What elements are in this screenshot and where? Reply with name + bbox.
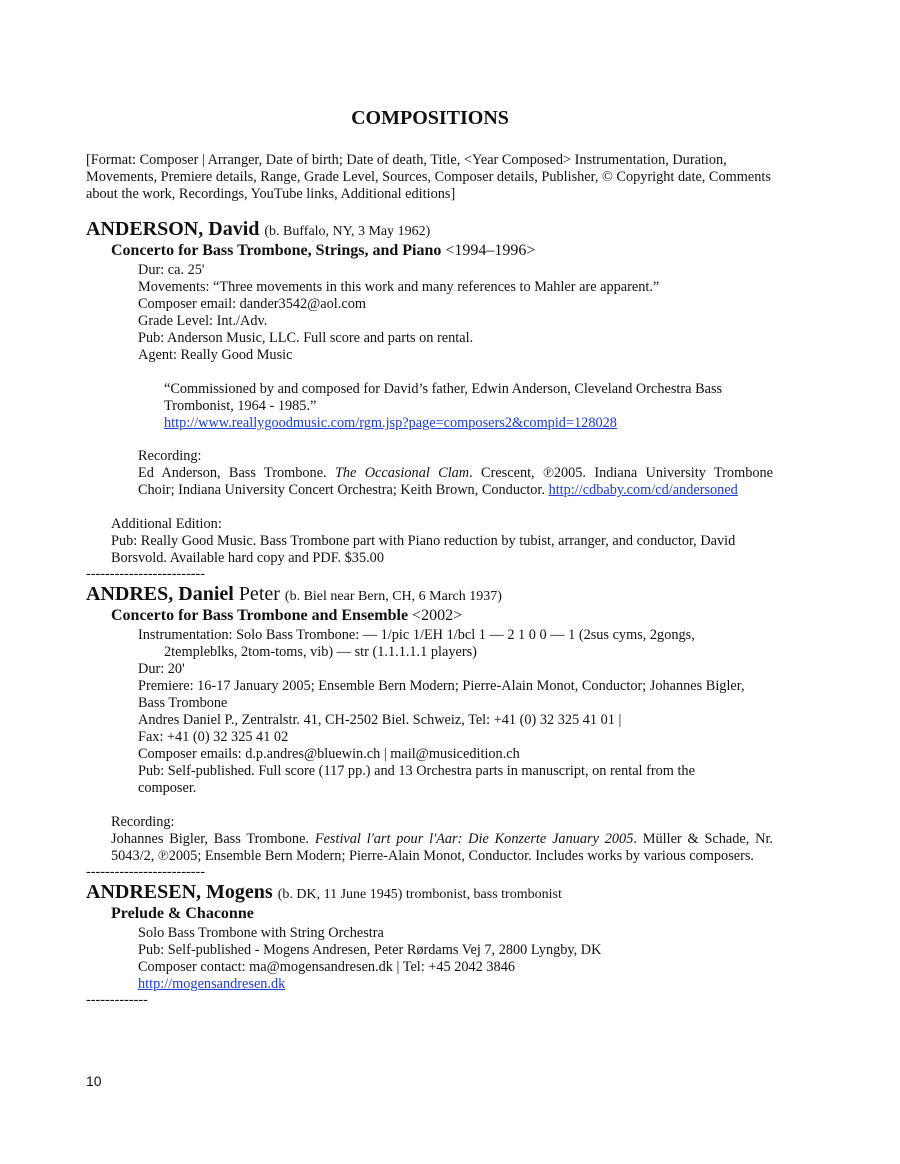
page-heading: COMPOSITIONS bbox=[351, 107, 509, 129]
detail-contact: Composer contact: ma@mogensandresen.dk | Tel: +45 2042 3846 bbox=[138, 959, 516, 975]
work-title-anderson bbox=[111, 242, 535, 260]
format-note: [Format: Composer | Arranger, Date of birth; Date of death, Title, <Year Composed> Instrumentation, Duration, Movements, Premiere details, Range, Grade Level, Sources, Composer details, Publisher, © Copyright date, Comments about the work, Recordings, YouTube links, Additional editions] bbox=[86, 152, 771, 202]
separator: ------------------------- bbox=[86, 864, 206, 880]
work-title: Concerto for Bass Trombone and Ensemble bbox=[111, 607, 409, 624]
composer-surname: ANDRESEN, bbox=[86, 881, 202, 903]
premiere-line: Bass Trombone bbox=[138, 695, 228, 711]
additional-label: Additional Edition: bbox=[111, 516, 222, 532]
detail-duration: Dur: 20' bbox=[138, 661, 185, 677]
address-line: Andres Daniel P., Zentralstr. 41, CH-2502 Biel. Schweiz, Tel: +41 (0) 32 325 41 01 | bbox=[138, 712, 622, 728]
publisher-line: Pub: Self-published. Full score (117 pp.) and 13 Orchestra parts in manuscript, on rental from the bbox=[138, 763, 695, 779]
detail-instrumentation: Solo Bass Trombone with String Orchestra bbox=[138, 925, 384, 941]
composer-heading-andresen bbox=[86, 881, 562, 904]
recording-line: Choir; Indiana University Concert Orchestra; Keith Brown, Conductor. http://cdbaby.com/cd/andersoned bbox=[138, 482, 738, 498]
detail-movements: Movements: “Three movements in this work and many references to Mahler are apparent.” bbox=[138, 279, 660, 295]
composer-website-link[interactable]: http://mogensandresen.dk bbox=[138, 976, 286, 992]
album-title: Festival l'art pour l'Aar: Die Konzerte January 2005 bbox=[314, 831, 634, 847]
instrumentation-line: Instrumentation: Solo Bass Trombone: — 1/pic 1/EH 1/bcl 1 — 2 1 0 0 — 1 (2sus cyms, 2gongs, bbox=[138, 627, 695, 643]
recording-line: 5043/2, ℗2005; Ensemble Bern Modern; Pierre-Alain Monot, Conductor. Includes works by various composers. bbox=[111, 848, 755, 864]
recording-line: Johannes Bigler, Bass Trombone. Festival l'art pour l'Aar: Die Konzerte January 2005. Müller & Schade, Nr. bbox=[111, 831, 774, 847]
quote-line: “Commissioned by and composed for David’s father, Edwin Anderson, Cleveland Orchestra Bass bbox=[164, 381, 723, 397]
work-title-andres bbox=[111, 607, 462, 625]
additional-line: Pub: Really Good Music. Bass Trombone part with Piano reduction by tubist, arranger, and conductor, David bbox=[111, 533, 736, 549]
work-year: <2002> bbox=[412, 607, 463, 624]
detail-email: Composer email: dander3542@aol.com bbox=[138, 296, 366, 312]
composer-middle-name: Peter bbox=[238, 583, 280, 605]
composer-surname: ANDERSON, bbox=[86, 218, 204, 240]
recording-label: Recording: bbox=[138, 448, 202, 464]
detail-duration: Dur: ca. 25' bbox=[138, 262, 205, 278]
composer-surname: ANDRES, bbox=[86, 583, 174, 605]
work-year: <1994–1996> bbox=[445, 242, 536, 259]
quote-line: Trombonist, 1964 - 1985.” bbox=[164, 398, 317, 414]
composer-bio: (b. Biel near Bern, CH, 6 March 1937) bbox=[284, 589, 502, 604]
composer-heading-anderson bbox=[86, 218, 430, 241]
composer-bio: (b. DK, 11 June 1945) trombonist, bass trombonist bbox=[277, 887, 562, 902]
quote-link[interactable]: http://www.reallygoodmusic.com/rgm.jsp?page=composers2&compid=128028 bbox=[164, 415, 617, 431]
detail-grade: Grade Level: Int./Adv. bbox=[138, 313, 268, 329]
address-line: Fax: +41 (0) 32 325 41 02 bbox=[138, 729, 289, 745]
work-title: Prelude & Chaconne bbox=[111, 905, 254, 922]
composer-given-name: Mogens bbox=[206, 881, 273, 903]
recording-label: Recording: bbox=[111, 814, 175, 830]
page-number: 10 bbox=[86, 1073, 102, 1089]
additional-line: Borsvold. Available hard copy and PDF. $35.00 bbox=[111, 550, 384, 566]
work-title-andresen bbox=[111, 905, 254, 923]
composer-heading-andres bbox=[86, 583, 502, 606]
detail-agent: Agent: Really Good Music bbox=[138, 347, 293, 363]
premiere-line: Premiere: 16-17 January 2005; Ensemble Bern Modern; Pierre-Alain Monot, Conductor; Johannes Bigler, bbox=[138, 678, 745, 694]
detail-publisher: Pub: Anderson Music, LLC. Full score and parts on rental. bbox=[138, 330, 474, 346]
separator: ------------- bbox=[86, 992, 148, 1008]
recording-link[interactable]: http://cdbaby.com/cd/andersoned bbox=[548, 482, 738, 498]
composer-given-name: David bbox=[208, 218, 260, 240]
album-title: The Occasional Clam bbox=[334, 465, 470, 481]
publisher-line: composer. bbox=[138, 780, 197, 796]
detail-publisher: Pub: Self-published - Mogens Andresen, Peter Rørdams Vej 7, 2800 Lyngby, DK bbox=[138, 942, 602, 958]
work-title: Concerto for Bass Trombone, Strings, and Piano bbox=[111, 242, 442, 259]
instrumentation-line: 2templeblks, 2tom-toms, vib) — str (1.1.1.1.1 players) bbox=[164, 644, 477, 660]
recording-line: Ed Anderson, Bass Trombone. The Occasional Clam. Crescent, ℗2005. Indiana University Trombone bbox=[138, 465, 773, 481]
detail-emails: Composer emails: d.p.andres@bluewin.ch | mail@musicedition.ch bbox=[138, 746, 520, 762]
composer-given-name: Daniel bbox=[178, 583, 234, 605]
composer-bio: (b. Buffalo, NY, 3 May 1962) bbox=[264, 224, 431, 239]
separator: ------------------------- bbox=[86, 566, 206, 582]
